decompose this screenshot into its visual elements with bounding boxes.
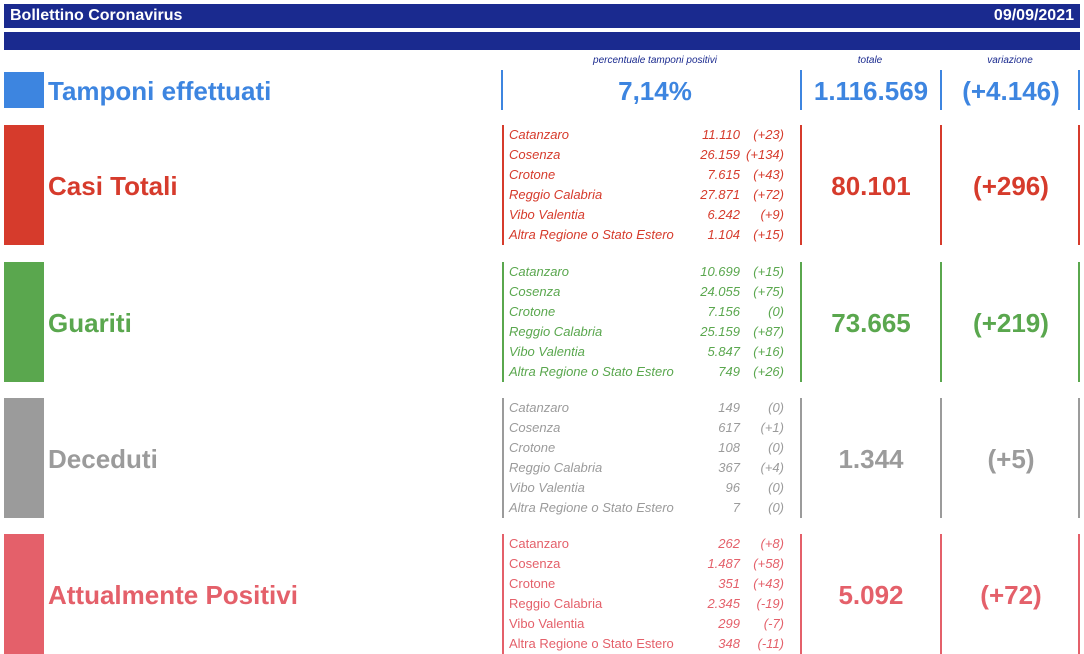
province-change: (+43) (753, 576, 784, 591)
province-change: (+26) (753, 364, 784, 379)
province-row (502, 554, 802, 574)
province-name: Cosenza (509, 556, 561, 571)
province-total: 351 (718, 576, 740, 591)
province-total: 26.159 (700, 147, 740, 162)
province-change: (+15) (753, 227, 784, 242)
deceduti-divider (1078, 398, 1080, 518)
province-row (502, 205, 802, 225)
casi-change: (+296) (973, 171, 1049, 201)
province-change: (+23) (753, 127, 784, 142)
province-row (502, 534, 802, 554)
province-row (502, 282, 802, 302)
guariti-change: (+219) (973, 308, 1049, 338)
province-row (502, 125, 802, 145)
province-change: (+9) (760, 207, 784, 222)
province-total: 348 (718, 636, 740, 651)
province-name: Cosenza (509, 147, 561, 162)
province-name: Crotone (509, 440, 556, 455)
positivi-total: 5.092 (838, 580, 904, 610)
province-change: (0) (768, 400, 784, 415)
tamponi-color-swatch (4, 72, 44, 108)
province-name: Reggio Calabria (509, 460, 603, 475)
casi-label: Casi Totali (48, 171, 178, 201)
province-name: Reggio Calabria (509, 596, 603, 611)
province-row (502, 458, 802, 478)
bulletin-date: 09/09/2021 (993, 7, 1074, 24)
province-total: 5.847 (707, 344, 740, 359)
province-name: Cosenza (509, 420, 561, 435)
province-row (502, 478, 802, 498)
province-total: 7.156 (707, 304, 740, 319)
deceduti-change: (+5) (987, 444, 1035, 474)
province-change: (+43) (753, 167, 784, 182)
province-total: 7 (732, 500, 740, 515)
deceduti-divider (940, 398, 942, 518)
positivi-label: Attualmente Positivi (48, 580, 298, 610)
province-name: Altra Regione o Stato Estero (509, 227, 674, 242)
province-change: (+75) (753, 284, 784, 299)
tamponi-divider (800, 70, 802, 110)
province-row (502, 574, 802, 594)
percent-column-header: percentuale tamponi positivi (593, 55, 717, 66)
province-row (502, 225, 802, 245)
casi-divider (940, 125, 942, 245)
province-total: 27.871 (700, 187, 740, 202)
province-change: (+4) (760, 460, 784, 475)
province-name: Reggio Calabria (509, 324, 603, 339)
province-row (502, 262, 802, 282)
province-total: 749 (718, 364, 740, 379)
province-change: (0) (768, 440, 784, 455)
tamponi-divider (1078, 70, 1080, 110)
province-change: (-11) (757, 636, 784, 651)
province-total: 25.159 (700, 324, 740, 339)
guariti-color-swatch (4, 262, 44, 382)
province-row (502, 498, 802, 518)
guariti-divider (940, 262, 942, 382)
province-row (502, 594, 802, 614)
province-row (502, 438, 802, 458)
province-row (502, 614, 802, 634)
province-row (502, 418, 802, 438)
change-column-header: variazione (987, 55, 1033, 66)
province-row (502, 145, 802, 165)
province-name: Crotone (509, 304, 556, 319)
province-row (502, 398, 802, 418)
deceduti-total: 1.344 (838, 444, 904, 474)
province-change: (+8) (760, 536, 784, 551)
province-name: Cosenza (509, 284, 561, 299)
province-change: (-7) (763, 616, 784, 631)
total-column-header: totale (857, 55, 883, 66)
province-total: 11.110 (702, 127, 740, 142)
guariti-divider (1078, 262, 1080, 382)
tamponi-divider (940, 70, 942, 110)
deceduti-color-swatch (4, 398, 44, 518)
province-name: Altra Regione o Stato Estero (509, 636, 674, 651)
province-name: Crotone (509, 167, 556, 182)
province-name: Catanzaro (509, 536, 569, 551)
province-change: (0) (768, 500, 784, 515)
province-change: (+134) (746, 147, 784, 162)
province-name: Catanzaro (509, 400, 569, 415)
province-total: 299 (718, 616, 740, 631)
province-total: 2.345 (707, 596, 740, 611)
casi-color-swatch (4, 125, 44, 245)
province-total: 24.055 (700, 284, 740, 299)
province-name: Altra Regione o Stato Estero (509, 500, 674, 515)
province-change: (+1) (760, 420, 784, 435)
province-row (502, 322, 802, 342)
positivi-color-swatch (4, 534, 44, 654)
province-name: Vibo Valentia (509, 207, 585, 222)
province-name: Vibo Valentia (509, 480, 585, 495)
guariti-total: 73.665 (831, 308, 911, 338)
province-total: 367 (718, 460, 740, 475)
tamponi-total: 1.116.569 (813, 76, 929, 106)
province-row (502, 302, 802, 322)
province-row (502, 185, 802, 205)
province-change: (0) (768, 480, 784, 495)
province-change: (+72) (753, 187, 784, 202)
province-row (502, 165, 802, 185)
positivi-divider (940, 534, 942, 654)
province-total: 108 (718, 440, 740, 455)
province-row (502, 634, 802, 654)
province-name: Altra Regione o Stato Estero (509, 364, 674, 379)
province-change: (+87) (753, 324, 784, 339)
tamponi-label: Tamponi effettuati (48, 76, 272, 106)
province-total: 1.487 (707, 556, 740, 571)
casi-divider (1078, 125, 1080, 245)
province-name: Reggio Calabria (509, 187, 603, 202)
province-name: Catanzaro (509, 127, 569, 142)
positivi-divider (1078, 534, 1080, 654)
province-total: 10.699 (700, 264, 740, 279)
province-name: Vibo Valentia (509, 616, 585, 631)
province-row (502, 342, 802, 362)
province-change: (+15) (753, 264, 784, 279)
page-title: Bollettino Coronavirus (10, 7, 183, 24)
tamponi-divider (501, 70, 503, 110)
province-name: Catanzaro (509, 264, 569, 279)
province-name: Crotone (509, 576, 556, 591)
casi-total: 80.101 (831, 171, 911, 201)
province-change: (-19) (756, 596, 784, 611)
tamponi-percent: 7,14% (618, 76, 692, 106)
province-total: 262 (718, 536, 740, 551)
positivi-change: (+72) (980, 580, 1042, 610)
province-change: (+58) (753, 556, 784, 571)
province-total: 1.104 (707, 227, 740, 242)
header-bar (4, 4, 1080, 28)
header-subbar (4, 32, 1080, 50)
guariti-label: Guariti (48, 308, 132, 338)
province-total: 7.615 (707, 167, 740, 182)
province-row (502, 362, 802, 382)
province-change: (+16) (753, 344, 784, 359)
deceduti-label: Deceduti (48, 444, 158, 474)
province-total: 6.242 (707, 207, 740, 222)
province-total: 149 (718, 400, 740, 415)
province-change: (0) (768, 304, 784, 319)
province-total: 96 (725, 480, 740, 495)
tamponi-change: (+4.146) (962, 76, 1060, 106)
province-total: 617 (718, 420, 740, 435)
province-name: Vibo Valentia (509, 344, 585, 359)
